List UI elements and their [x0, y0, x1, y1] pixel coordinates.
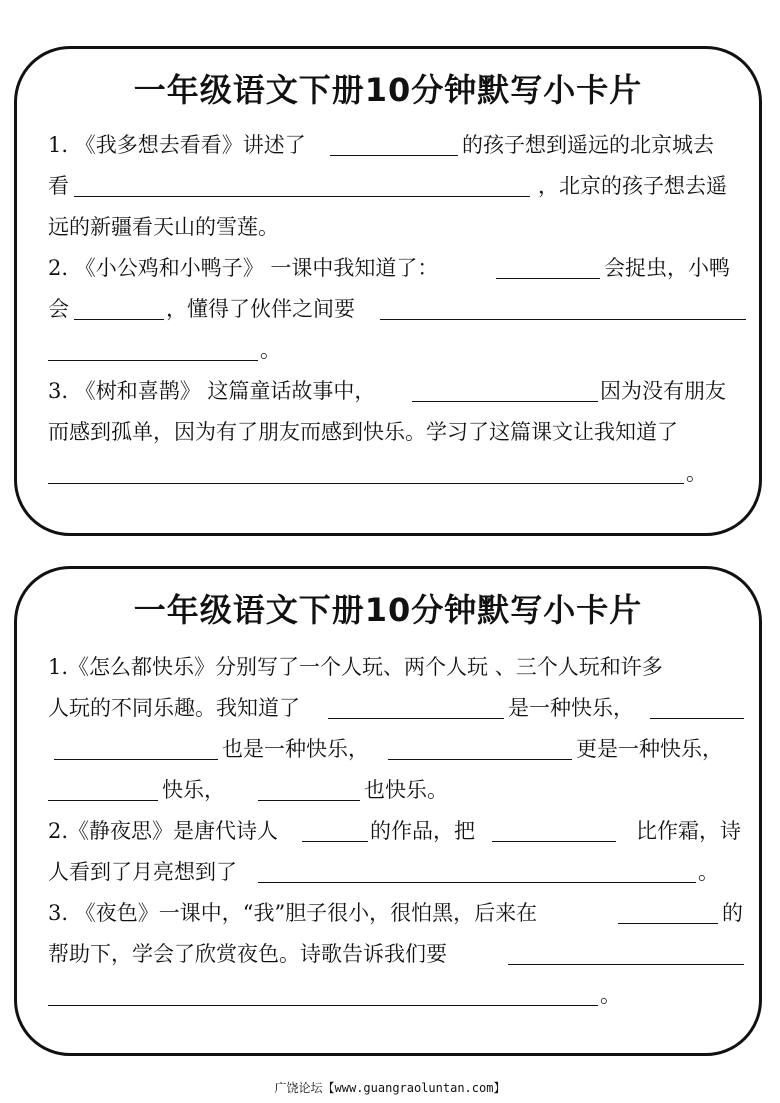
card2-q1-line1 — [0, 647, 780, 687]
answer-blank[interactable] — [48, 360, 258, 361]
answer-blank[interactable] — [258, 882, 696, 883]
card2-q1-line2 — [0, 688, 780, 728]
answer-blank[interactable] — [302, 841, 368, 842]
card2-q3-line3 — [0, 975, 780, 1015]
text: 。 — [698, 860, 719, 884]
card1-q2-line3 — [0, 330, 780, 370]
answer-blank[interactable] — [74, 196, 530, 197]
card1-q3-line3 — [0, 453, 780, 493]
card1-q1-line1 — [0, 125, 780, 165]
card2-q2-line1 — [0, 811, 780, 851]
card1-q1-line3 — [0, 207, 780, 247]
text: 的 — [722, 901, 743, 925]
text: 2. 《小公鸡和小鸭子》 一课中我知道了： — [48, 256, 439, 280]
card2-q3-line2 — [0, 934, 780, 974]
card1-q2-line1 — [0, 248, 780, 288]
text: 更是一种快乐， — [576, 737, 723, 761]
text: 也是一种快乐， — [222, 737, 369, 761]
text: 。 — [600, 983, 621, 1007]
text: 比作霜，诗 — [636, 819, 741, 843]
answer-blank[interactable] — [492, 841, 616, 842]
text: 因为没有朋友 — [600, 379, 726, 403]
answer-blank[interactable] — [74, 319, 164, 320]
card2-q2-line2 — [0, 852, 780, 892]
text: 2.《静夜思》是唐代诗人 — [48, 819, 279, 843]
answer-blank[interactable] — [618, 923, 718, 924]
card-title: 一年级语文下册10分钟默写小卡片 — [133, 71, 643, 109]
text: 会 — [48, 297, 69, 321]
text: 也快乐。 — [364, 778, 448, 802]
text: 3. 《树和喜鹊》 这篇童话故事中， — [48, 379, 376, 403]
text: 看 — [48, 174, 69, 198]
answer-blank[interactable] — [496, 278, 600, 279]
text: 会捉虫，小鸭 — [604, 256, 730, 280]
text: 的作品，把 — [370, 819, 475, 843]
answer-blank[interactable] — [328, 718, 504, 719]
answer-blank[interactable] — [54, 759, 218, 760]
card2-q1-line4 — [0, 770, 780, 810]
card1-q3-line1 — [0, 371, 780, 411]
text: 的孩子想到遥远的北京城去 — [462, 133, 714, 157]
card2-q3-line1 — [0, 893, 780, 933]
text: 而感到孤单，因为有了朋友而感到快乐。学习了这篇课文让我知道了 — [48, 420, 678, 444]
card1-q2-line2 — [0, 289, 780, 329]
answer-blank[interactable] — [380, 319, 746, 320]
footer-watermark: 广饶论坛【www.guangraoluntan.com】 — [274, 1081, 506, 1095]
card1-q1-line2 — [0, 166, 780, 206]
answer-blank[interactable] — [48, 1005, 598, 1006]
card1-q3-line2 — [0, 412, 780, 452]
text: 1.《怎么都快乐》分别写了一个人玩、两个人玩 、三个人玩和许多 — [48, 655, 663, 679]
text: 快乐， — [162, 778, 225, 802]
answer-blank[interactable] — [412, 401, 598, 402]
answer-blank[interactable] — [650, 718, 744, 719]
text: 3. 《夜色》一课中，“我”胆子很小，很怕黑，后来在 — [48, 901, 538, 925]
text: 。 — [260, 338, 281, 362]
text: 帮助下，学会了欣赏夜色。诗歌告诉我们要 — [48, 942, 447, 966]
answer-blank[interactable] — [388, 759, 572, 760]
text: 1. 《我多想去看看》讲述了 — [48, 133, 306, 157]
text: 是一种快乐， — [508, 696, 634, 720]
text: 人看到了月亮想到了 — [48, 860, 237, 884]
answer-blank[interactable] — [330, 155, 458, 156]
answer-blank[interactable] — [48, 800, 158, 801]
answer-blank[interactable] — [48, 483, 684, 484]
text: 远的新疆看天山的雪莲。 — [48, 215, 279, 239]
text: ，北京的孩子想去遥 — [538, 174, 727, 198]
text: 。 — [686, 461, 707, 485]
text: 人玩的不同乐趣。我知道了 — [48, 696, 300, 720]
answer-blank[interactable] — [508, 964, 744, 965]
card-title: 一年级语文下册10分钟默写小卡片 — [133, 591, 643, 629]
answer-blank[interactable] — [258, 800, 360, 801]
card2-q1-line3 — [0, 729, 780, 769]
text: ，懂得了伙伴之间要 — [166, 297, 355, 321]
